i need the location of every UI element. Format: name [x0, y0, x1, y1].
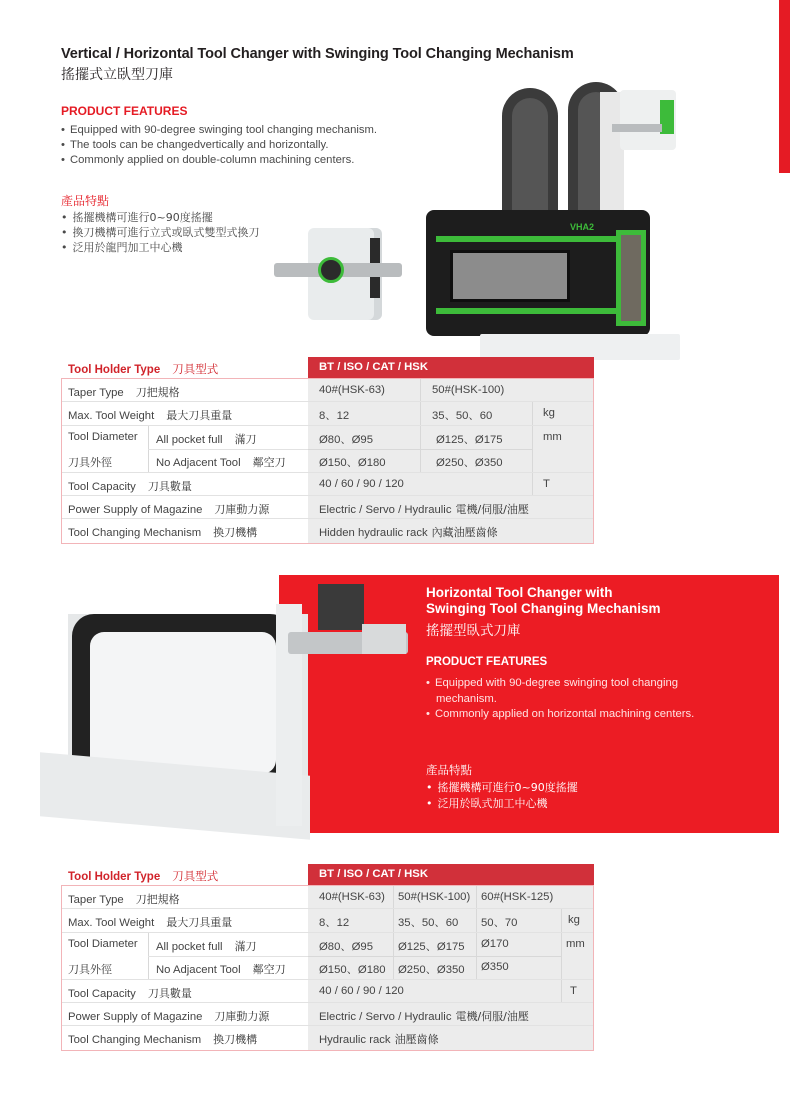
feature-item: • 泛用於臥式加工中心機: [426, 796, 578, 812]
feature-item: • 搖擺機構可進行0~90度搖擺: [61, 210, 260, 225]
row-tool-changing-mechanism: Tool Changing Mechanism 換刀機構 Hidden hydraulic rack 內藏油壓齒條: [62, 519, 593, 542]
feature-item: • 搖擺機構可進行0~90度搖擺: [426, 780, 578, 796]
row-power-supply: Power Supply of Magazine 刀庫動力源 Electric / Servo / Hydraulic 電機/伺服/油壓: [62, 496, 593, 519]
row-tool-diameter: Tool Diameter 刀具外徑 All pocket full 滿刀 No Adjacent Tool 鄰空刀 Ø80、Ø95 Ø150、Ø180 Ø125、Ø175 Ø250、Ø350 Ø170 Ø350 mm: [62, 933, 593, 980]
feature-item: • 換刀機構可進行立式或臥式雙型式換刀: [61, 225, 260, 240]
row-max-tool-weight: Max. Tool Weight 最大刀具重量 8、12 35、50、60 kg: [62, 402, 593, 425]
tool-holder-type-value: BT / ISO / CAT / HSK: [308, 357, 594, 378]
feature-item: • Commonly applied on horizontal machining centers.: [426, 707, 736, 723]
feature-item: • Commonly applied on double-column machining centers.: [61, 153, 377, 168]
row-max-tool-weight: Max. Tool Weight 最大刀具重量 8、12 35、50、60 50、70 kg: [62, 909, 593, 932]
section1-spec-table: [61, 357, 594, 544]
section1-features-title-en: PRODUCT FEATURES: [61, 104, 188, 118]
row-tool-capacity: Tool Capacity 刀具數量 40 / 60 / 90 / 120 T: [62, 980, 593, 1003]
section1-title-zh: 搖擺式立臥型刀庫: [61, 67, 173, 83]
feature-item: • Equipped with 90-degree swinging tool changing mechanism.: [426, 676, 736, 707]
tool-holder-type-label: Tool Holder Type 刀具型式: [68, 362, 219, 376]
spec-table-header: [61, 357, 594, 378]
vha2-tool-changer-image: [270, 80, 680, 360]
section1-features-title-zh: 產品特點: [61, 194, 110, 208]
section1-title-en: Vertical / Horizontal Tool Changer with Swinging Tool Changing Mechanism: [61, 46, 574, 62]
feature-item: • 泛用於龍門加工中心機: [61, 240, 260, 255]
tool-holder-type-label: Tool Holder Type 刀具型式: [68, 869, 219, 883]
row-taper-type: Taper Type 刀把規格 40#(HSK-63) 50#(HSK-100) 60#(HSK-125): [62, 886, 593, 909]
horizontal-tool-magazine-image: [40, 584, 440, 830]
section2-features-title-en: PRODUCT FEATURES: [426, 656, 548, 668]
page-edge-stripe: [779, 0, 790, 173]
section1-features-zh: [61, 210, 260, 255]
tool-holder-type-value: BT / ISO / CAT / HSK: [308, 864, 594, 885]
feature-item: • The tools can be changedvertically and horizontally.: [61, 138, 377, 153]
section2-title-en: Horizontal Tool Changer with Swinging Tool Changing Mechanism: [426, 585, 661, 616]
feature-item: • Equipped with 90-degree swinging tool changing mechanism.: [61, 123, 377, 138]
vha2-label: VHA2: [570, 222, 595, 232]
row-taper-type: Taper Type 刀把規格 40#(HSK-63) 50#(HSK-100): [62, 379, 593, 402]
section2-features-en: [426, 676, 736, 723]
row-power-supply: Power Supply of Magazine 刀庫動力源 Electric / Servo / Hydraulic 電機/伺服/油壓: [62, 1003, 593, 1026]
row-tool-changing-mechanism: Tool Changing Mechanism 換刀機構 Hydraulic rack 油壓齒條: [62, 1026, 593, 1049]
spec-table-header: [61, 864, 594, 885]
section2-features-title-zh: 產品特點: [426, 763, 472, 777]
section2-spec-table: [61, 864, 594, 1051]
section2-title-zh: 搖擺型臥式刀庫: [426, 623, 521, 639]
section2-features-zh: [426, 780, 578, 811]
row-tool-capacity: Tool Capacity 刀具數量 40 / 60 / 90 / 120 T: [62, 473, 593, 496]
row-tool-diameter: Tool Diameter 刀具外徑 All pocket full 滿刀 No Adjacent Tool 鄰空刀 Ø80、Ø95 Ø150、Ø180 Ø125、Ø175 Ø250、Ø350 mm: [62, 426, 593, 473]
